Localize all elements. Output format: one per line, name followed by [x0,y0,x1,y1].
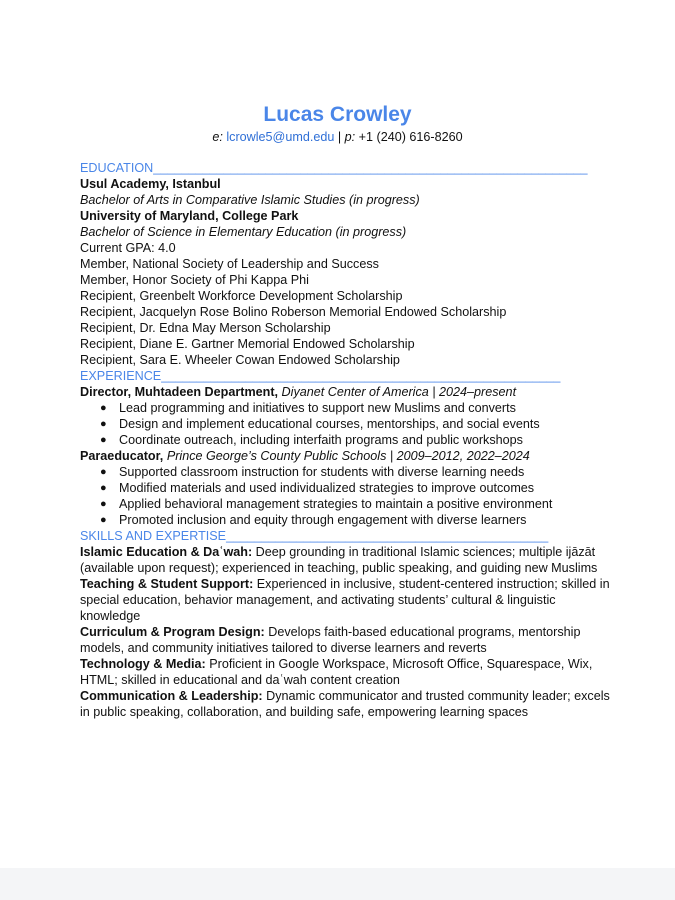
school-degree: Bachelor of Arts in Comparative Islamic Studies (in progress) [80,193,420,207]
resume-content [80,102,610,720]
bullet-icon: ● [100,514,107,526]
skills-rule: ______________________________________________ [226,529,549,543]
bullet-text: Coordinate outreach, including interfaith programs and public workshops [119,433,523,447]
job-bullets [80,464,600,528]
list-item [80,480,600,496]
job-title-line [80,384,600,400]
education-detail: Member, Honor Society of Phi Kappa Phi [80,273,309,287]
job-org: Prince George’s County Public Schools | 2009–2012, 2022–2024 [166,449,530,463]
experience-rule: _________________________________________________________ [161,369,561,383]
school-name: University of Maryland, College Park [80,209,299,223]
bullet-text: Applied behavioral management strategies to maintain a positive environment [119,497,553,511]
email-link[interactable]: lcrowle5@umd.edu [226,130,335,144]
email-label: e: [212,130,223,144]
skill-line [80,688,610,704]
phone-number: +1 (240) 616-8260 [358,130,463,144]
skill-text: Develops faith-based educational programs, mentorship [268,625,581,639]
bullet-text: Modified materials and used individualized strategies to improve outcomes [119,481,535,495]
skill-line: knowledge [80,609,141,623]
skills-heading [80,528,600,544]
education-heading [80,160,600,176]
skill-label: Islamic Education & Daʿwah: [80,545,253,559]
education-detail: Recipient, Diane E. Gartner Memorial Endowed Scholarship [80,337,415,351]
bullet-icon: ● [100,466,107,478]
job-bullets [80,400,600,448]
job-title: Director, Muhtadeen Department, [80,385,279,399]
skill-line: special education, behavior management, and activating students’ cultural & linguistic [80,593,556,607]
skill-line [80,544,600,560]
skill-text: Dynamic communicator and trusted community leader; excels [266,689,610,703]
skill-label: Curriculum & Program Design: [80,625,265,639]
bullet-text: Design and implement educational courses, mentorships, and social events [119,417,540,431]
education-detail: Current GPA: 4.0 [80,241,176,255]
education-detail: Recipient, Sara E. Wheeler Cowan Endowed Scholarship [80,353,400,367]
education-detail: Recipient, Jacquelyn Rose Bolino Roberson Memorial Endowed Scholarship [80,305,507,319]
skill-line: models, and community initiatives tailored to diverse learners and reverts [80,641,487,655]
bullet-text: Supported classroom instruction for students with diverse learning needs [119,465,525,479]
list-item [80,432,600,448]
phone-label: p: [344,130,356,144]
skill-line [80,576,610,592]
skill-line: HTML; skilled in educational and daʿwah content creation [80,673,400,687]
skill-label: Teaching & Student Support: [80,577,254,591]
list-item [80,464,600,480]
school-degree: Bachelor of Science in Elementary Education (in progress) [80,225,407,239]
bullet-icon: ● [100,482,107,494]
skill-text: Proficient in Google Workspace, Microsoft Office, Squarespace, Wix, [209,657,593,671]
bullet-icon: ● [100,498,107,510]
candidate-name: Lucas Crowley [263,103,412,126]
skill-line [80,656,600,672]
bullet-text: Promoted inclusion and equity through engagement with diverse learners [119,513,527,527]
skill-label: Technology & Media: [80,657,206,671]
education-detail: Recipient, Greenbelt Workforce Development Scholarship [80,289,403,303]
experience-heading [80,368,600,384]
school-name: Usul Academy, Istanbul [80,177,221,191]
education-rule: ______________________________________________________________ [153,161,588,175]
education-detail: Member, National Society of Leadership and Success [80,257,379,271]
contact-line [0,128,675,146]
list-item [80,416,600,432]
skill-line [80,624,600,640]
bullet-icon: ● [100,402,107,414]
page-bottom-strip [0,868,675,900]
job-title: Paraeducator, [80,449,164,463]
education-heading-text: EDUCATION [80,161,154,175]
list-item [80,512,600,528]
bullet-icon: ● [100,418,107,430]
skill-text: Deep grounding in traditional Islamic sciences; multiple ijāzāt [255,545,596,559]
job-org: Diyanet Center of America | 2024–present [281,385,517,399]
job-title-line [80,448,600,464]
skill-line: in public speaking, collaboration, and building safe, empowering learning spaces [80,705,529,719]
skill-text: Experienced in inclusive, student-centered instruction; skilled in [256,577,610,591]
bullet-text: Lead programming and initiatives to support new Muslims and converts [119,401,516,415]
experience-heading-text: EXPERIENCE [80,369,162,383]
skill-label: Communication & Leadership: [80,689,263,703]
skills-heading-text: SKILLS AND EXPERTISE [80,529,227,543]
list-item [80,496,600,512]
list-item [80,400,600,416]
contact-separator: | [337,130,342,144]
bullet-icon: ● [100,434,107,446]
skill-line: (available upon request); experienced in teaching, public speaking, and guiding new Muslims [80,561,598,575]
education-detail: Recipient, Dr. Edna May Merson Scholarship [80,321,331,335]
